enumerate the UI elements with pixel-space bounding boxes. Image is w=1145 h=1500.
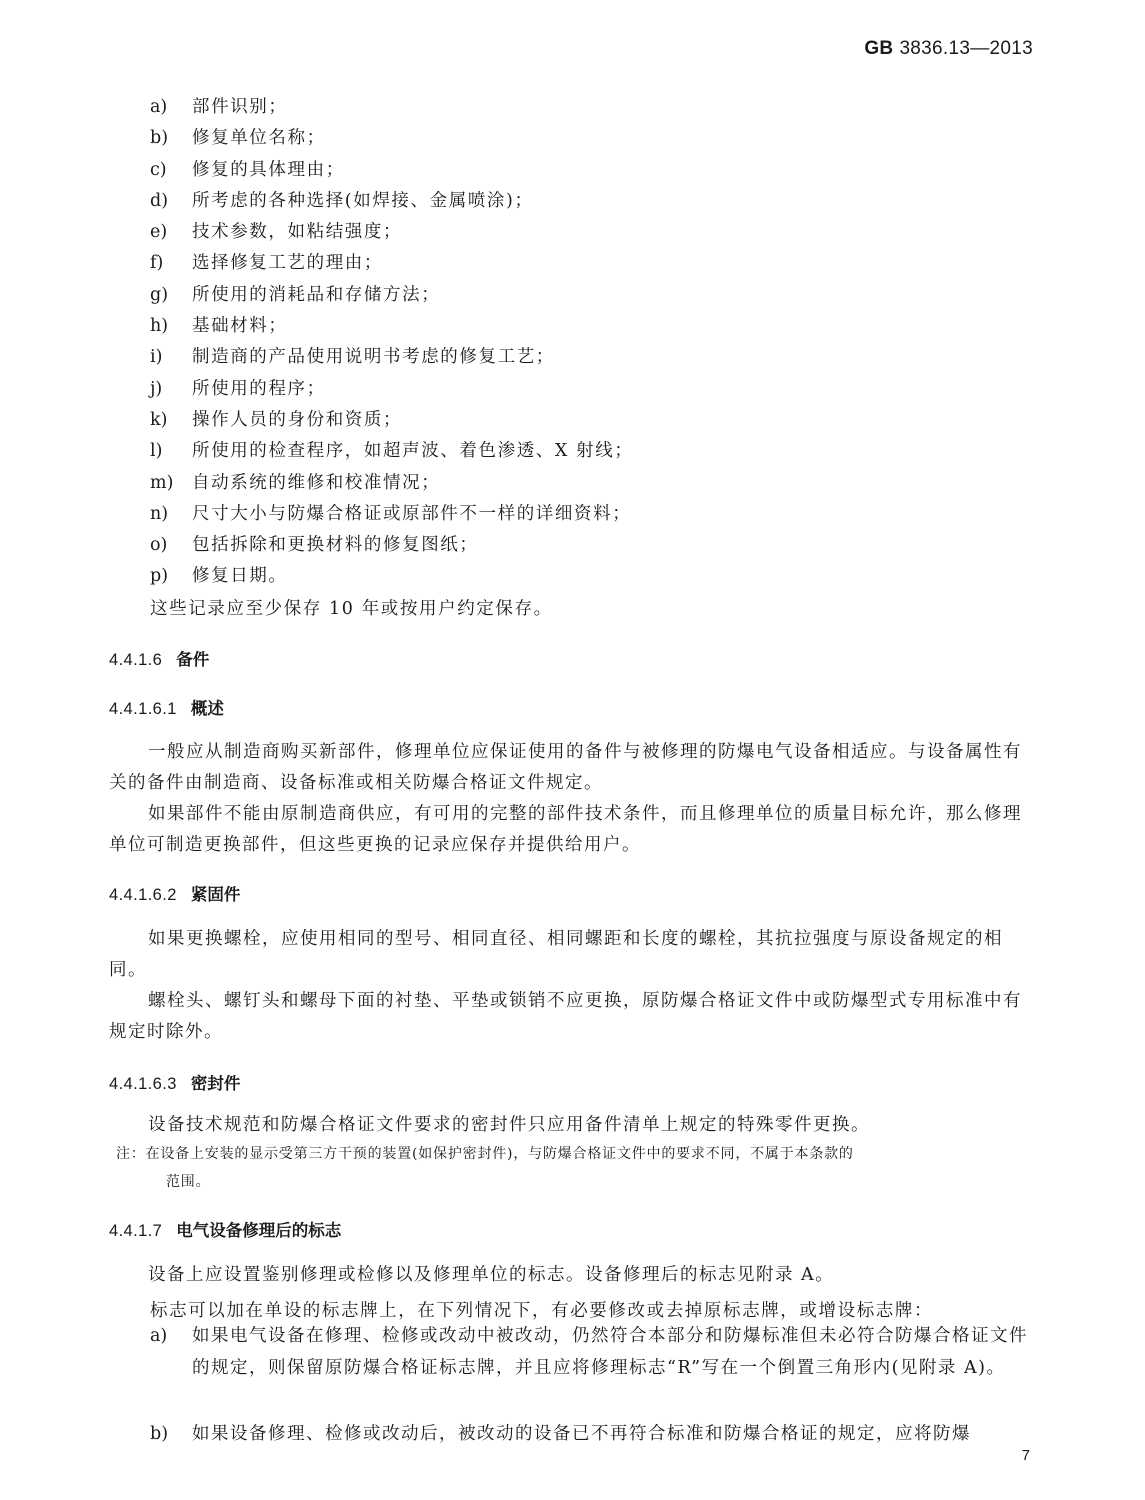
list-item [150,248,633,279]
list-item-label: d) [150,190,169,211]
list-item-text: 技术参数，如粘结强度； [192,222,403,243]
list-item-text: 所使用的检查程序，如超声波、着色渗透、X 射线； [192,441,634,462]
list-item-text: 基础材料； [192,316,288,337]
list-item [150,405,633,436]
list-item-text: 包括拆除和更换材料的修复图纸； [192,535,479,556]
list-item [150,468,633,499]
list-item [150,342,633,373]
list-item [150,123,633,154]
list-item [150,530,633,561]
list-item-text: 部件识别； [192,97,288,117]
list-item-text: 修复的具体理由； [192,159,345,180]
paragraph-marking-2: 标志可以加在单设的标志牌上，在下列情况下，有必要修改或去掉原标志牌，或增设标志牌： [150,1301,934,1321]
list-item-text: 所考虑的各种选择(如焊接、金属喷涂)； [192,190,534,211]
page-number: 7 [1021,1447,1030,1464]
list-item-text: 修复单位名称； [192,128,326,149]
list-item-text: 操作人员的身份和资质； [192,409,403,430]
list-item [150,186,633,217]
list-item [150,374,633,405]
list-item [150,436,633,467]
paragraph-marking-1: 设备上应设置鉴别修理或检修以及修理单位的标志。设备修理后的标志见附录 A。 [148,1265,835,1285]
list-item [150,92,633,123]
section-heading-4-4-1-6-2: 4.4.1.6.2 紧固件 [109,886,241,904]
paragraph-overview-1: 一般应从制造商购买新部件，修理单位应保证使用的备件与被修理的防爆电气设备相适应。与设备属性有关的备件由制造商、设备标准或相关防爆合格证文件规定。 [109,742,1022,793]
list-item-text: 自动系统的维修和校准情况； [192,472,441,493]
section-heading-4-4-1-7: 4.4.1.7 电气设备修理后的标志 [109,1222,342,1240]
list-item-label: f) [150,253,164,274]
list-item [150,280,633,311]
list-item-text: 制造商的产品使用说明书考虑的修复工艺； [192,347,555,368]
item-label: b) [150,1424,169,1444]
list-item-label: m) [150,472,174,493]
marking-item-a [150,1320,1030,1384]
list-item [150,561,633,592]
list-item-label: o) [150,535,168,556]
list-item-text: 所使用的程序； [192,378,326,399]
list-item-label: j) [150,378,163,399]
list-item-label: l) [150,441,163,462]
list-item-text: 所使用的消耗品和存储方法； [192,284,441,305]
list-item-text: 修复日期。 [192,566,288,587]
list-item-label: k) [150,409,168,430]
list-item-text: 尺寸大小与防爆合格证或原部件不一样的详细资料； [192,503,632,524]
section-heading-4-4-1-6-3: 4.4.1.6.3 密封件 [109,1075,241,1093]
list-item-text: 选择修复工艺的理由； [192,253,383,274]
item-text: 如果设备修理、检修或改动后，被改动的设备已不再符合标准和防爆合格证的规定，应将防爆 [192,1424,971,1444]
page-header [864,38,1033,60]
paragraph-overview-2: 如果部件不能由原制造商供应，有可用的完整的部件技术条件，而且修理单位的质量目标允许，那么修理单位可制造更换部件，但这些更换的记录应保存并提供给用户。 [109,804,1022,855]
list-item [150,311,633,342]
item-label: a) [150,1326,168,1346]
records-retention-note: 这些记录应至少保存 10 年或按用户约定保存。 [150,599,553,619]
list-item [150,217,633,248]
section-heading-4-4-1-6: 4.4.1.6 备件 [109,651,210,669]
list-item-label: h) [150,316,169,337]
paragraph-seals: 设备技术规范和防爆合格证文件要求的密封件只应用备件清单上规定的特殊零件更换。 [148,1115,870,1135]
list-item-label: n) [150,503,169,524]
section-heading-4-4-1-6-1: 4.4.1.6.1 概述 [109,700,224,718]
list-item-label: g) [150,284,169,305]
list-item-label: e) [150,222,168,243]
note-line-1: 注：在设备上安装的显示受第三方干预的装置(如保护密封件)，与防爆合格证文件中的要求不同，不属于本条款的 [116,1146,854,1162]
list-item [150,499,633,530]
note-seals [116,1140,1028,1196]
standard-code: GB [864,38,894,59]
marking-item-b [150,1418,1030,1450]
record-items-list [150,92,633,593]
paragraph-fasteners-2: 螺栓头、螺钉头和螺母下面的衬垫、平垫或锁销不应更换，原防爆合格证文件中或防爆型式专用标准中有规定时除外。 [109,991,1022,1042]
list-item-label: p) [150,566,169,587]
list-item-label: i) [150,347,163,368]
item-text: 如果电气设备在修理、检修或改动中被改动，仍然符合本部分和防爆标准但未必符合防爆合格证文件的规定，则保留原防爆合格证标志牌，并且应将修理标志“R”写在一个倒置三角形内(见附录 A)。 [192,1326,1028,1378]
standard-number: 3836.13—2013 [899,38,1033,59]
paragraph-fasteners-1: 如果更换螺栓，应使用相同的型号、相同直径、相同螺距和长度的螺栓，其抗拉强度与原设备规定的相同。 [109,929,1003,980]
list-item [150,155,633,186]
list-item-label: a) [150,97,168,117]
list-item-label: b) [150,128,169,149]
note-line-2: 范围。 [166,1174,211,1190]
list-item-label: c) [150,159,167,180]
